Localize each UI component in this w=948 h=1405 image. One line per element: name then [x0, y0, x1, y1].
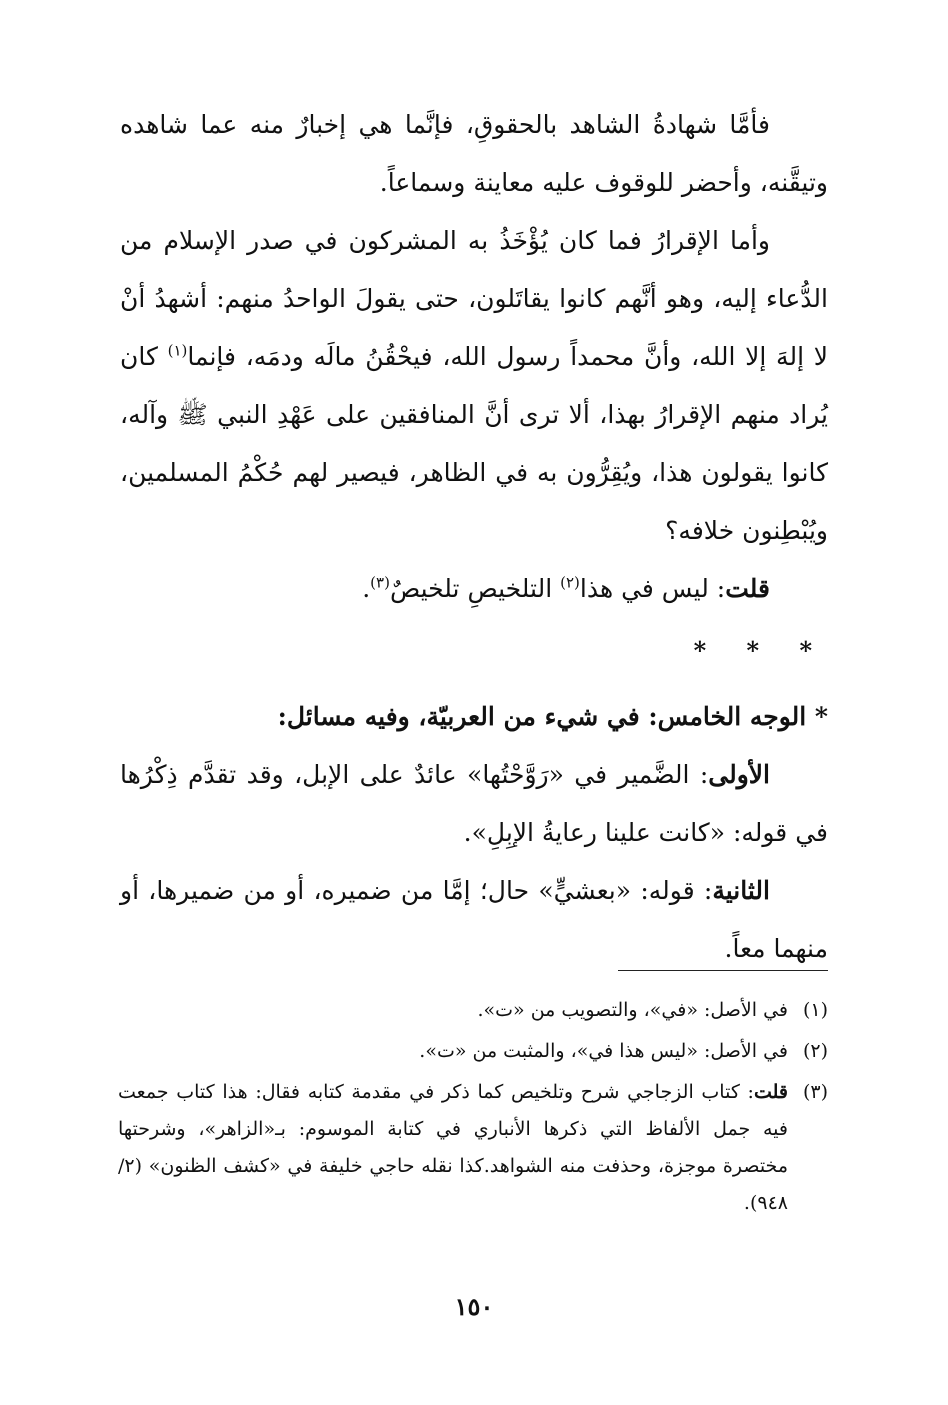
footnote-body: : كتاب الزجاجي شرح وتلخيص كما ذكر في مقدمة كتابه فقال: هذا كتاب جمعت فيه جمل الألفاظ التي ذكرها الأنباري في كتابة الموسوم: بـ«الزاهر»، وشرحتها مختصرة موجزة، وحذفت منه الشواهد.كذا نقله حاجي خليفة في «كشف الظنون» (٢/ ٩٤٨). [118, 1081, 788, 1214]
paragraph-text: : ليس في هذا [579, 574, 726, 603]
footnote-number: (٢) [802, 1040, 828, 1062]
footnote-1 [118, 992, 828, 1029]
paragraph-end: . [362, 574, 371, 603]
footnotes [118, 992, 828, 1226]
footnote-body: في الأصل: «في»، والتصويب من «ت». [477, 999, 788, 1021]
first-issue-label: الأولى [708, 760, 770, 789]
paragraph-testimony [120, 96, 828, 212]
paragraph-text: وأما الإقرارُ فما كان يُؤْخَذُ به المشركون في صدر الإسلام من الدُّعاء إليه، وهو أنَّهم كانوا يقاتَلون، حتى يقولَ الواحدُ منهم: أشهدُ أنْ لا إلهَ إلا الله، وأنَّ محمداً رسول الله، فيحْقُنُ مالَه ودمَه، فإنما [120, 226, 828, 371]
footnote-number: (٣) [802, 1081, 828, 1103]
paragraph-text: كان يُراد منهم الإقرارُ بهذا، ألا ترى أنَّ المنافقين على عَهْدِ النبي ﷺ وآله، كانوا يقولون هذا، ويُقِرُّون به في الظاهر، فيصير لهم حُكْمُ المسلمين، ويُبْطِنون خلافه؟ [120, 342, 828, 545]
footnote-label: قلت [753, 1081, 788, 1103]
footnote-ref-1[interactable]: (١) [167, 341, 188, 360]
footnote-3 [118, 1074, 828, 1222]
qultu-label: قلت [725, 574, 770, 603]
paragraph-acknowledgment [120, 212, 828, 560]
second-issue-label: الثانية [712, 876, 770, 905]
footnote-2 [118, 1033, 828, 1070]
paragraph-first-issue [120, 746, 828, 862]
paragraph-text: : الضَّمير في «رَوَّحْتُها» عائدٌ على الإبل، وقد تقدَّم ذِكْرُها في قوله: «كانت علينا رعايةُ الإبِلِ». [120, 760, 828, 847]
footnote-separator-line [618, 970, 828, 971]
footnote-text [118, 992, 788, 1029]
paragraph-text: فأمَّا شهادةُ الشاهد بالحقوقِ، فإنَّما هي إخبارٌ منه عما شاهده وتيقَّنه، وأحضر للوقوف عليه معاينة وسماعاً. [120, 110, 828, 197]
page-number: ١٥٠ [454, 1292, 494, 1321]
footnote-ref-3[interactable]: (٣) [370, 573, 390, 592]
footnote-text [118, 1074, 788, 1222]
paragraph-text: : قوله: «بعشيٍّ» حال؛ إمَّا من ضميره، أو من ضميرها، أو منهما معاً. [120, 876, 828, 963]
section-heading: * الوجه الخامس: في شيء من العربيّة، وفيه مسائل: [277, 702, 828, 731]
paragraph-text: التلخيصِ تلخيصٌ [389, 574, 561, 603]
footnote-text [118, 1033, 788, 1070]
main-text [120, 96, 828, 978]
section-separator-stars: * * * [693, 636, 828, 665]
footnote-ref-2[interactable]: (٢) [560, 573, 580, 592]
footnote-number: (١) [802, 999, 828, 1021]
paragraph-qultu [120, 560, 828, 618]
paragraph-second-issue [120, 862, 828, 978]
footnote-body: في الأصل: «ليس هذا في»، والمثبت من «ت». [419, 1040, 788, 1062]
